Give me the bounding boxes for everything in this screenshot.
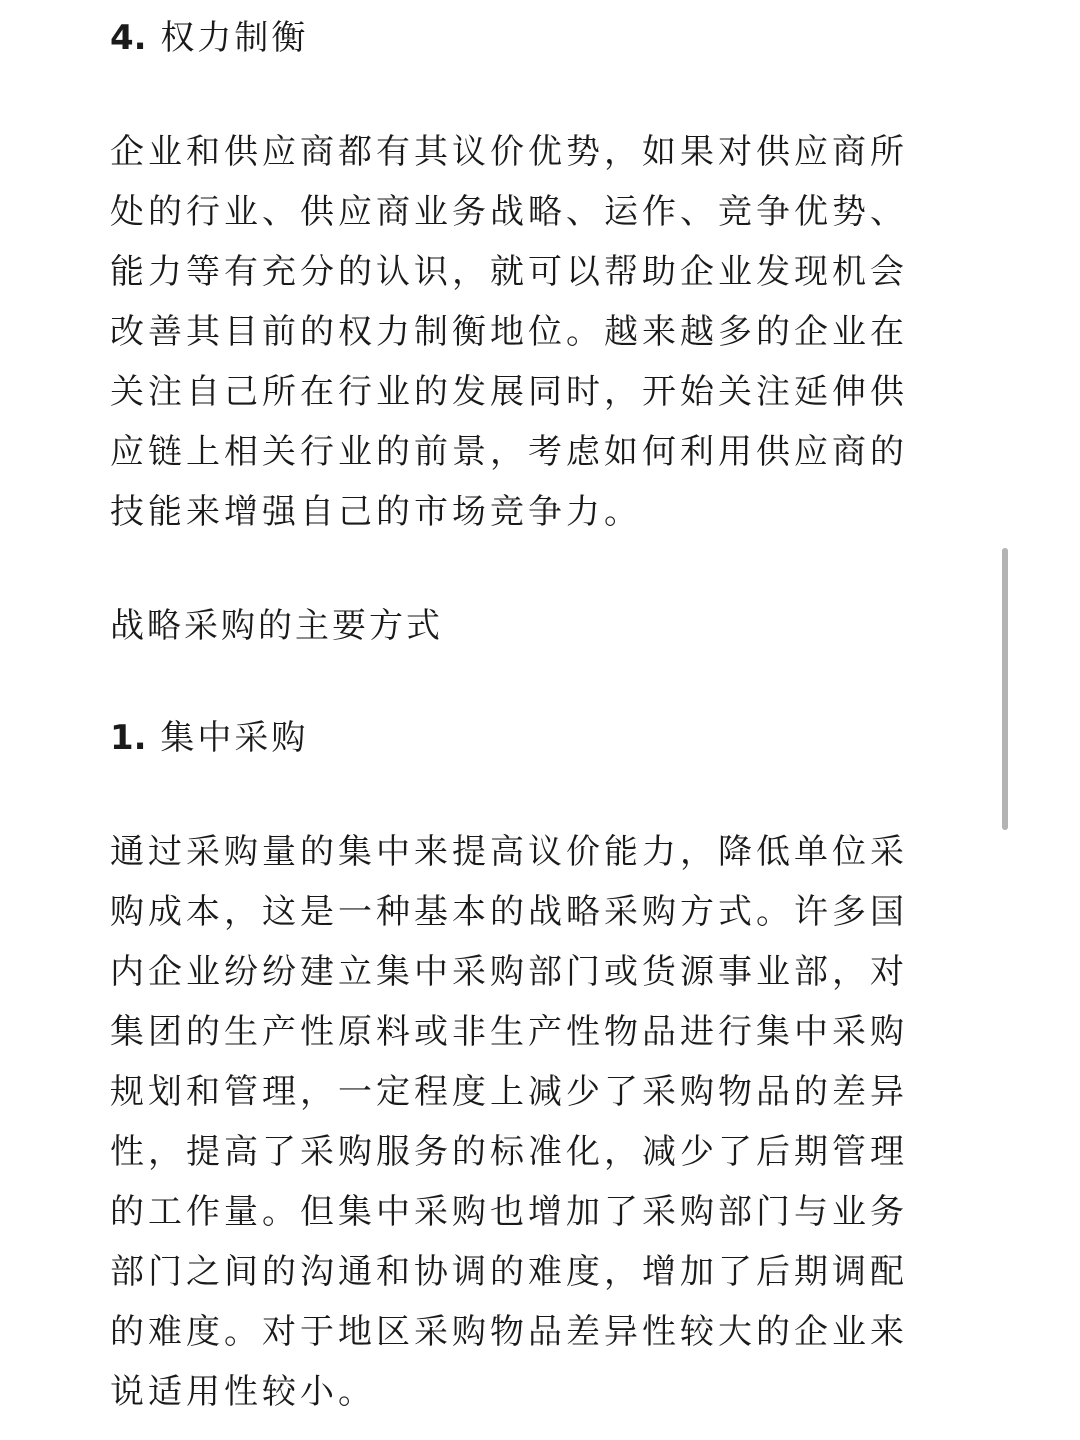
- scrollbar-thumb[interactable]: [1002, 548, 1008, 830]
- paragraph-line: 性，提高了采购服务的标准化，减少了后期管理: [110, 1132, 908, 1172]
- paragraph-line: 购成本，这是一种基本的战略采购方式。许多国: [110, 892, 908, 932]
- vertical-scrollbar[interactable]: [1002, 548, 1008, 830]
- paragraph-line: 技能来增强自己的市场竞争力。: [110, 492, 642, 532]
- paragraph-line: 的工作量。但集中采购也增加了采购部门与业务: [110, 1192, 908, 1232]
- section-4-number: 4.: [110, 18, 147, 58]
- paragraph-line: 的难度。对于地区采购物品差异性较大的企业来: [110, 1312, 908, 1352]
- methods-heading: 战略采购的主要方式: [110, 606, 443, 646]
- paragraph-line: 部门之间的沟通和协调的难度，增加了后期调配: [110, 1252, 908, 1292]
- paragraph-line: 通过采购量的集中来提高议价能力，降低单位采: [110, 832, 908, 872]
- paragraph-line: 关注自己所在行业的发展同时，开始关注延伸供: [110, 372, 908, 412]
- section-1-title: 集中采购: [160, 718, 309, 758]
- paragraph-line: 集团的生产性原料或非生产性物品进行集中采购: [110, 1012, 908, 1052]
- section-1-number: 1.: [110, 718, 147, 758]
- paragraph-line: 处的行业、供应商业务战略、运作、竞争优势、: [110, 192, 908, 232]
- paragraph-line: 改善其目前的权力制衡地位。越来越多的企业在: [110, 312, 908, 352]
- section-4-paragraph: [110, 122, 908, 542]
- section-1-paragraph: [110, 822, 908, 1422]
- paragraph-line: 说适用性较小。: [110, 1372, 376, 1412]
- paragraph-line: 内企业纷纷建立集中采购部门或货源事业部，对: [110, 952, 908, 992]
- paragraph-line: 应链上相关行业的前景，考虑如何利用供应商的: [110, 432, 908, 472]
- section-4-title: 权力制衡: [160, 18, 309, 58]
- paragraph-line: 能力等有充分的认识，就可以帮助企业发现机会: [110, 252, 908, 292]
- paragraph-line: 规划和管理，一定程度上减少了采购物品的差异: [110, 1072, 908, 1112]
- section-1-heading: [110, 708, 308, 768]
- section-4-heading: [110, 8, 308, 68]
- paragraph-line: 企业和供应商都有其议价优势，如果对供应商所: [110, 132, 908, 172]
